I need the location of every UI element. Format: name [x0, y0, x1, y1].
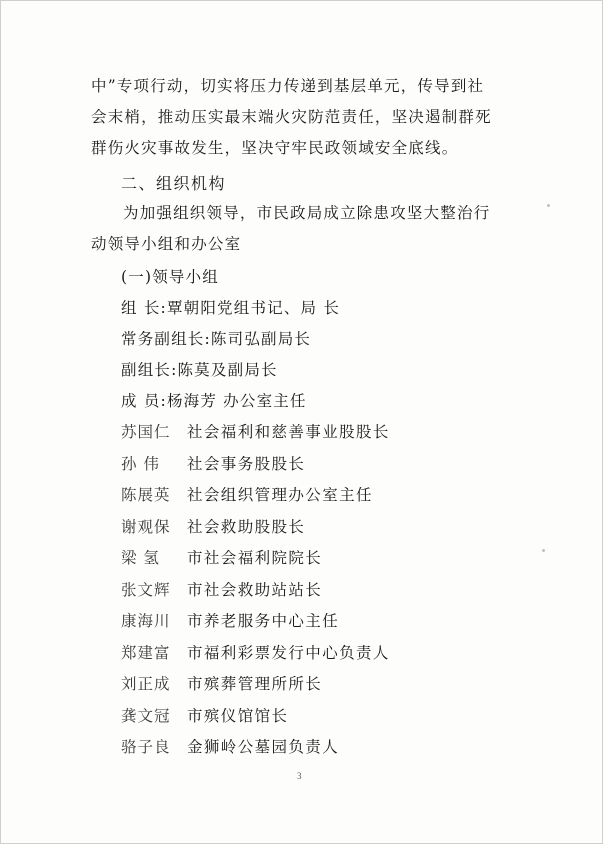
member-name: 张文辉	[121, 580, 171, 599]
member-role: 市殡葬管理所所长	[187, 675, 323, 693]
member-name: 刘正成	[121, 675, 171, 693]
paragraph-line: 群伤火灾事故发生，坚决守牢民政领域安全底线。	[91, 139, 459, 157]
member-row	[121, 704, 288, 726]
paragraph-line: 会末梢，推动压实最末端火灾防范责任，坚决遏制群死	[91, 108, 492, 126]
member-role: 市殡仪馆馆长	[187, 706, 289, 725]
member-role: 市养老服务中心主任	[187, 612, 340, 630]
member-role: 市社会福利院院长	[187, 549, 323, 567]
leader-line: 组 长:覃朝阳党组书记、局 长	[121, 299, 341, 317]
member-row	[121, 546, 322, 568]
member-row	[121, 578, 322, 600]
members-label-line: 成 员:杨海芳 办公室主任	[121, 392, 307, 410]
member-name: 郑建富	[121, 643, 171, 662]
paragraph-intro	[91, 198, 531, 260]
paragraph-continuation	[91, 71, 531, 164]
member-row	[121, 672, 322, 694]
member-row	[121, 452, 305, 474]
member-role: 金狮岭公墓园负责人	[187, 738, 340, 756]
member-row	[121, 515, 305, 537]
scan-speck	[547, 204, 550, 207]
member-row	[121, 483, 373, 505]
member-name: 康海川	[121, 612, 171, 630]
member-name: 孙 伟	[121, 454, 160, 473]
section-heading: 二、组织机构	[121, 174, 227, 193]
member-row	[121, 735, 339, 757]
paragraph-line: 为加强组织领导，市民政局成立除患攻坚大整治行	[123, 204, 491, 222]
paragraph-line: 中”专项行动，切实将压力传递到基层单元，传导到社	[91, 77, 485, 95]
member-role: 市社会救助站站长	[187, 580, 323, 599]
member-row	[121, 641, 390, 663]
subsection-heading: (一)领导小组	[121, 268, 219, 286]
member-role: 社会福利和慈善事业股股长	[187, 423, 390, 441]
exec-deputy-line: 常务副组长:陈司弘副局长	[121, 330, 312, 348]
member-row	[121, 609, 339, 631]
member-name: 龚文冠	[121, 706, 171, 725]
scan-speck	[542, 549, 545, 552]
member-row	[121, 420, 390, 442]
paragraph-line: 动领导小组和办公室	[91, 235, 242, 253]
member-role: 社会组织管理办公室主任	[187, 486, 373, 504]
page-number: 3	[297, 771, 302, 781]
member-role: 市福利彩票发行中心负责人	[187, 643, 390, 662]
member-name: 骆子良	[121, 738, 171, 756]
member-name: 梁 氢	[121, 549, 160, 567]
member-name: 谢观保	[121, 517, 171, 536]
member-name: 苏国仁	[121, 423, 171, 441]
member-name: 陈展英	[121, 486, 171, 504]
member-role: 社会救助股股长	[187, 517, 306, 536]
member-role: 社会事务股股长	[187, 454, 306, 473]
deputy-line: 副组长:陈莫及副局长	[121, 361, 278, 379]
